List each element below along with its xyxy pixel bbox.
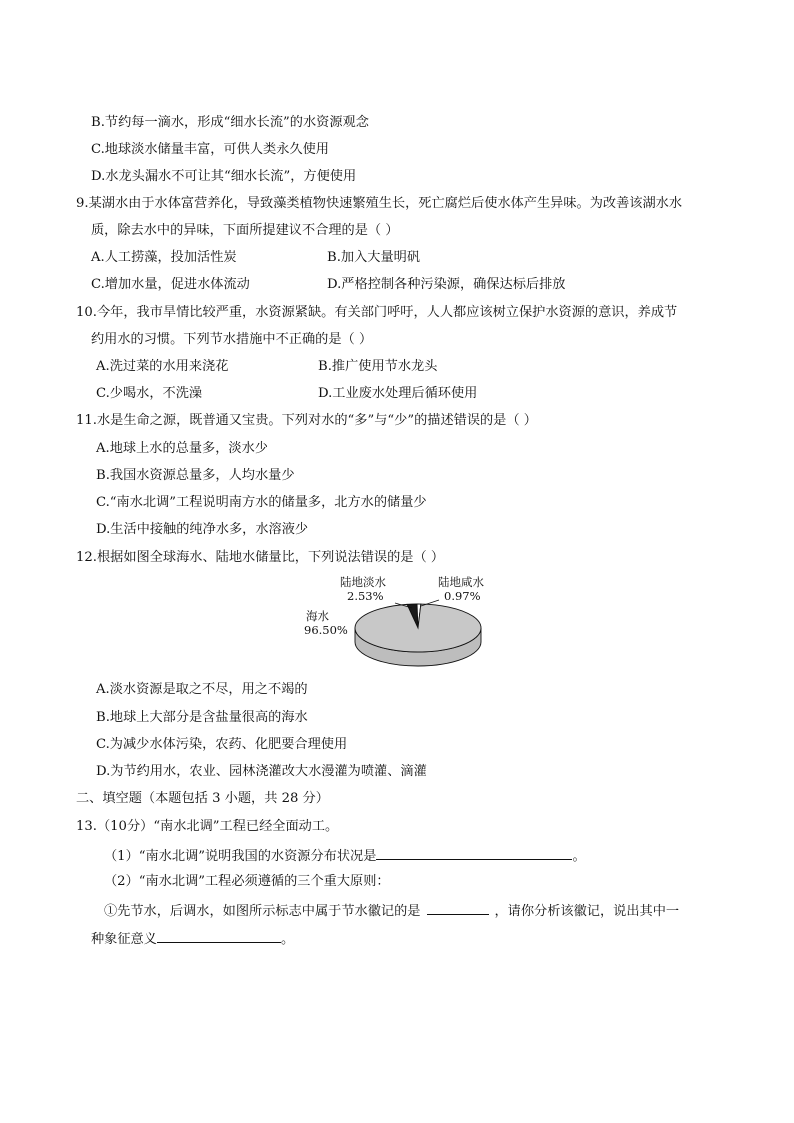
- q11-option-d: D.生活中接触的纯净水多，水溶液少: [96, 522, 309, 537]
- q11-option-b: B.我国水资源总量多，人均水量少: [96, 468, 295, 483]
- q9-stem-line1: 9.某湖水由于水体富营养化，导致藻类植物快速繁殖生长，死亡腐烂后使水体产生异味。为改善该湖水水: [76, 196, 683, 211]
- q13-part4-blank[interactable]: [157, 928, 281, 943]
- q8-option-b: B.节约每一滴水，形成“细水长流”的水资源观念: [91, 115, 369, 130]
- pie-label-salt-value: 0.97%: [444, 589, 481, 603]
- pie-label-sea-value: 96.50%: [304, 623, 348, 637]
- q13-part2: （2）“南水北调”工程必须遵循的三个重大原则：: [104, 874, 390, 889]
- q12-stem: 12.根据如图全球海水、陆地水储量比，下列说法错误的是（ ）: [76, 550, 445, 565]
- q9-option-a: A.人工捞藻，投加活性炭: [91, 250, 237, 265]
- q8-option-d: D.水龙头漏水不可让其“细水长流”，方便使用: [91, 169, 357, 184]
- q9-stem-line2: 质，除去水中的异味，下面所提建议不合理的是（ ）: [91, 223, 399, 238]
- pie-label-fresh-name: 陆地淡水: [340, 575, 386, 589]
- q10-option-b: B.推广使用节水龙头: [318, 359, 438, 374]
- q10-stem-line1: 10.今年，我市旱情比较严重，水资源紧缺。有关部门呼吁，人人都应该树立保护水资源的意识，养成节: [76, 305, 678, 320]
- q10-option-d: D.工业废水处理后循环使用: [318, 386, 478, 401]
- q12-option-d: D.为节约用水，农业、园林浇灌改大水漫灌为喷灌、滴灌: [96, 764, 427, 779]
- q13-part4: [91, 928, 294, 950]
- q10-option-a: A.洗过菜的水用来浇花: [96, 359, 229, 374]
- q8-option-c: C.地球淡水储量丰富，可供人类永久使用: [91, 142, 329, 157]
- q11-option-c: C.“南水北调”工程说明南方水的储量多，北方水的储量少: [96, 495, 427, 510]
- q13-part3-blank[interactable]: [427, 900, 489, 915]
- pie-label-salt-name: 陆地咸水: [438, 575, 484, 589]
- q13-part3: [104, 900, 679, 922]
- q13-part1-end: 。: [572, 849, 586, 864]
- q13-part3-text-a: ①先节水，后调水，如图所示标志中属于节水徽记的是: [104, 904, 421, 919]
- q9-option-d: D.严格控制各种污染源，确保达标后排放: [327, 277, 566, 292]
- q12-option-c: C.为减少水体污染，农药、化肥要合理使用: [96, 737, 348, 752]
- q13-stem: 13.（10分）“南水北调”工程已经全面动工。: [76, 819, 339, 834]
- q9-option-b: B.加入大量明矾: [327, 250, 421, 265]
- q10-option-c: C.少喝水，不洗澡: [96, 386, 203, 401]
- section-heading: 二、填空题（本题包括 3 小题，共 28 分）: [76, 791, 329, 806]
- q13-part4-text: 种象征意义: [91, 932, 157, 947]
- q12-option-a: A.淡水资源是取之不尽，用之不竭的: [96, 682, 308, 697]
- q13-part1-blank[interactable]: [376, 845, 572, 860]
- q13-part4-end: 。: [280, 932, 295, 947]
- q11-option-a: A.地球上水的总量多，淡水少: [96, 441, 268, 456]
- q13-part1-text: （1）“南水北调”说明我国的水资源分布状况是: [104, 849, 377, 864]
- q9-option-c: C.增加水量，促进水体流动: [91, 277, 250, 292]
- q10-stem-line2: 约用水的习惯。下列节水措施中不正确的是（ ）: [91, 332, 373, 347]
- q13-part1: [104, 845, 586, 867]
- pie-label-fresh-value: 2.53%: [347, 589, 384, 603]
- pie-chart-figure: [298, 572, 498, 674]
- q12-option-b: B.地球上大部分是含盐量很高的海水: [96, 710, 308, 725]
- q13-part3-text-b: ，请你分析该徽记，说出其中一: [494, 904, 680, 919]
- pie-label-sea-name: 海水: [306, 609, 329, 623]
- q11-stem: 11.水是生命之源，既普通又宝贵。下列对水的“多”与“少”的描述错误的是（ ）: [76, 413, 537, 428]
